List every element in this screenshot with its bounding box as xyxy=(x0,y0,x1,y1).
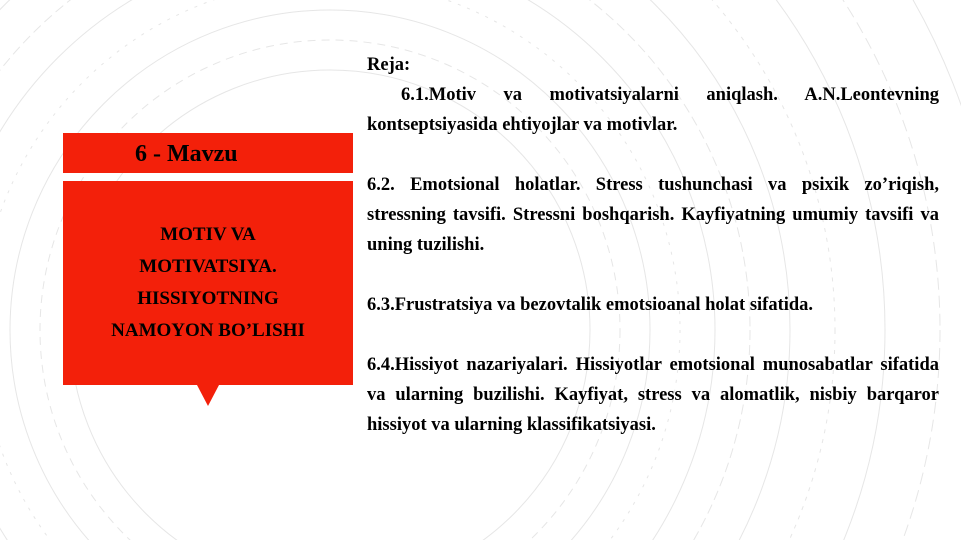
title-line: HISSIYOTNING xyxy=(137,288,279,309)
title-line: MOTIVATSIYA. xyxy=(139,256,277,277)
plan-item: 6.1.Motiv va motivatsiyalarni aniqlash. A.N.Leontevning kontseptsiyasida ehtiyojlar va motivlar. xyxy=(367,85,939,135)
title-pointer-triangle xyxy=(197,385,219,406)
plan-item: 6.2. Emotsional holatlar. Stress tushunchasi va psixik zo’riqish, stressning tavsifi. Stressni boshqarish. Kayfiyatning umumiy tavsifi va uning tuzilishi. xyxy=(367,175,939,255)
plan-item: 6.4.Hissiyot nazariyalari. Hissiyotlar emotsional munosabatlar sifatida va ularning buzilishi. Kayfiyat, stress va alomatlik, nisbiy barqaror hissiyot va ularning klassifikatsiyasi. xyxy=(367,355,939,435)
title-line: MOTIV VA xyxy=(160,224,256,245)
plan-heading: Reja: xyxy=(367,55,411,75)
topic-bar xyxy=(63,133,353,173)
topic-label: 6 - Mavzu xyxy=(135,141,238,167)
plan-item: 6.3.Frustratsiya va bezovtalik emotsioanal holat sifatida. xyxy=(367,295,814,315)
title-box xyxy=(63,181,353,385)
title-line: NAMOYON BO’LISHI xyxy=(111,320,305,341)
plan-content xyxy=(367,50,939,440)
